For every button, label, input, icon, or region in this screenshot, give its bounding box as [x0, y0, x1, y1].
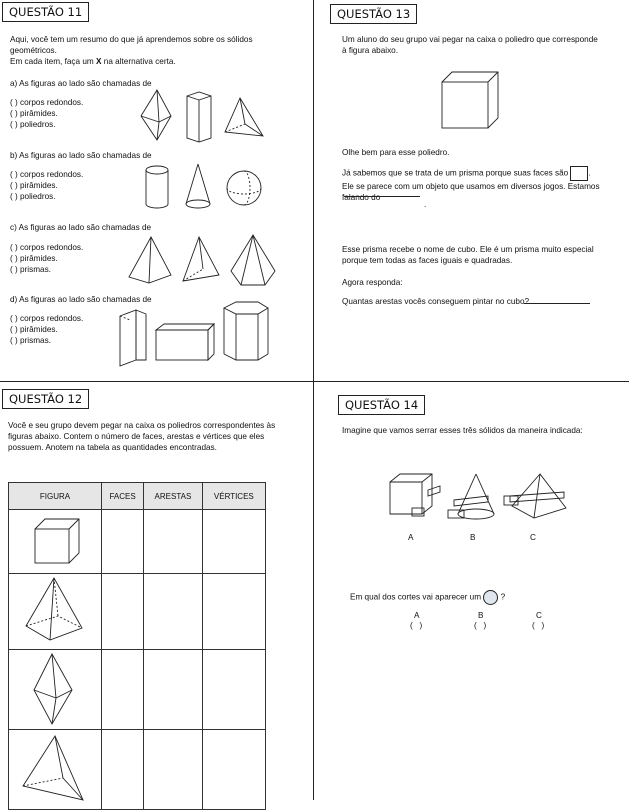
- q12-cube-arestas-cell[interactable]: [144, 510, 202, 574]
- q11-b-option-1[interactable]: ( ) corpos redondos.: [10, 170, 84, 179]
- q14-sawing-solids-figure: [384, 470, 574, 530]
- table-row: [9, 574, 266, 650]
- q11-b-option-3[interactable]: ( ) poliedros.: [10, 192, 56, 201]
- cube-figure: [25, 515, 85, 567]
- q11-instruction: Em cada item, faça um X na alternativa certa.: [10, 57, 176, 66]
- q11-title: QUESTÃO 11: [2, 2, 89, 22]
- q11-d-prisms-figure: [118, 300, 288, 368]
- q11-a-option-3[interactable]: ( ) poliedros.: [10, 120, 56, 129]
- q12-pyramid-figure-cell: [9, 574, 102, 650]
- tetrahedron-figure: [19, 734, 91, 804]
- q11-b-round-bodies-figure: [140, 160, 270, 215]
- q12-octahedron-figure-cell: [9, 650, 102, 730]
- q12-header-arestas: ARESTAS: [144, 483, 202, 510]
- q14-title: QUESTÃO 14: [338, 395, 425, 415]
- q14-choice-c-box[interactable]: ( ): [532, 621, 545, 630]
- q11-item-d-prompt: d) As figuras ao lado são chamadas de: [10, 295, 152, 304]
- q11-c-option-2[interactable]: ( ) pirâmides.: [10, 254, 58, 263]
- q12-pyramid-arestas-cell[interactable]: [144, 574, 202, 650]
- q13-question: Quantas arestas vocês conseguem pintar no cubo?: [342, 297, 530, 306]
- q12-tetrahedron-vertices-cell[interactable]: [202, 730, 265, 810]
- q12-pyramid-faces-cell[interactable]: [102, 574, 144, 650]
- q14-choice-a-box[interactable]: ( ): [410, 621, 423, 630]
- q13-edges-answer-line[interactable]: [524, 303, 590, 304]
- table-row: [9, 650, 266, 730]
- q12-tetrahedron-arestas-cell[interactable]: [144, 730, 202, 810]
- q12-octahedron-vertices-cell[interactable]: [202, 650, 265, 730]
- table-row: [9, 510, 266, 574]
- q14-choice-a-letter: A: [414, 611, 420, 620]
- q11-d-option-1[interactable]: ( ) corpos redondos.: [10, 314, 84, 323]
- q12-tetrahedron-faces-cell[interactable]: [102, 730, 144, 810]
- q11-b-option-2[interactable]: ( ) pirâmides.: [10, 181, 58, 190]
- q13-period: .: [424, 200, 427, 209]
- q14-intro: Imagine que vamos serrar esses três sólidos da maneira indicada:: [342, 426, 583, 435]
- q11-c-option-1[interactable]: ( ) corpos redondos.: [10, 243, 84, 252]
- octahedron-figure: [30, 652, 80, 726]
- table-row: [9, 730, 266, 810]
- q11-d-option-2[interactable]: ( ) pirâmides.: [10, 325, 58, 334]
- q12-table: [8, 482, 266, 810]
- q14-label-b: B: [470, 533, 476, 542]
- q11-a-option-1[interactable]: ( ) corpos redondos.: [10, 98, 84, 107]
- q14-choice-c-letter: C: [536, 611, 542, 620]
- q12-cube-vertices-cell[interactable]: [202, 510, 265, 574]
- q11-d-option-3[interactable]: ( ) prismas.: [10, 336, 51, 345]
- q13-cube-text: Esse prisma recebe o nome de cubo. Ele é um prisma muito especial porque tem todas as faces iguais e quadradas.: [342, 245, 596, 265]
- q13-intro: Um aluno do seu grupo vai pegar na caixa o poliedro que corresponde à figura abaixo.: [342, 35, 601, 55]
- square-pyramid-figure: [20, 576, 90, 646]
- q11-c-option-3[interactable]: ( ) prismas.: [10, 265, 51, 274]
- q13-object-answer-line[interactable]: [344, 196, 420, 197]
- q12-header-vertices: VÉRTICES: [202, 483, 265, 510]
- q11-item-b-prompt: b) As figuras ao lado são chamadas de: [10, 151, 152, 160]
- q12-tetrahedron-figure-cell: [9, 730, 102, 810]
- q13-title: QUESTÃO 13: [330, 4, 417, 24]
- q12-cube-figure-cell: [9, 510, 102, 574]
- vertical-divider: [313, 0, 314, 800]
- q12-title: QUESTÃO 12: [2, 389, 89, 409]
- q13-prism-text: Já sabemos que se trata de um prisma porque suas faces são . Ele se parece com um objeto que usamos em diversos jogos. Estamos falando do: [342, 166, 604, 203]
- q11-c-pyramids-figure: [125, 233, 285, 293]
- q14-label-c: C: [530, 533, 536, 542]
- horizontal-divider: [0, 381, 629, 382]
- q11-item-c-prompt: c) As figuras ao lado são chamadas de: [10, 223, 152, 232]
- q12-octahedron-arestas-cell[interactable]: [144, 650, 202, 730]
- circle-icon: [483, 590, 498, 605]
- q14-question: Em qual dos cortes vai aparecer um ?: [350, 590, 505, 605]
- q13-cube-figure: [440, 70, 502, 132]
- q11-item-a-prompt: a) As figuras ao lado são chamadas de: [10, 79, 152, 88]
- square-face-box[interactable]: [570, 166, 588, 181]
- q14-label-a: A: [408, 533, 414, 542]
- q14-choice-b-letter: B: [478, 611, 484, 620]
- q12-octahedron-faces-cell[interactable]: [102, 650, 144, 730]
- q13-look: Olhe bem para esse poliedro.: [342, 148, 450, 157]
- q11-a-polyhedra-figure: [135, 88, 285, 148]
- q14-choice-b-box[interactable]: ( ): [474, 621, 487, 630]
- q12-cube-faces-cell[interactable]: [102, 510, 144, 574]
- q12-pyramid-vertices-cell[interactable]: [202, 574, 265, 650]
- q12-header-faces: FACES: [102, 483, 144, 510]
- q12-intro: Você e seu grupo devem pegar na caixa os poliedros correspondentes às figuras abaixo. Contem o número de faces, arestas e vértices que eles possuem. Anotem na tabela as quantidades encontradas.: [8, 421, 278, 452]
- q11-intro: Aqui, você tem um resumo do que já aprendemos sobre os sólidos geométricos.: [10, 35, 255, 55]
- q13-answer-label: Agora responda:: [342, 278, 403, 287]
- q12-header-figura: FIGURA: [9, 483, 102, 510]
- q11-a-option-2[interactable]: ( ) pirâmides.: [10, 109, 58, 118]
